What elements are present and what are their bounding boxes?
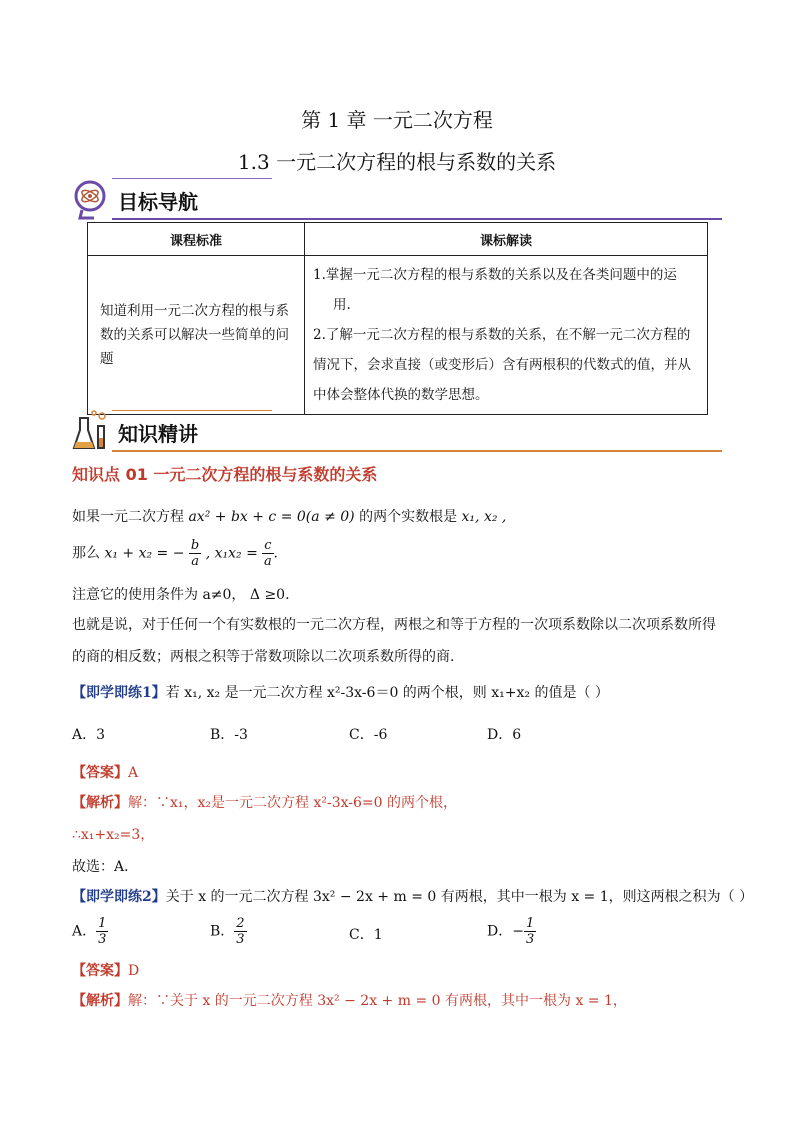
header-top-line xyxy=(112,410,272,411)
ex2-option-d xyxy=(487,916,536,947)
exercise-2-text: 关于 x 的一元二次方程 3x² − 2x + m = 0 有两根，其中一根为 x = 1，则这两根之积为（ ） xyxy=(165,889,754,905)
goal-nav-header xyxy=(72,176,722,220)
frac-den: 3 xyxy=(98,932,107,947)
frac-den: a xyxy=(191,554,199,569)
answer-tag: 【答案】 xyxy=(72,963,128,979)
p1-roots: x₁, x₂ , xyxy=(461,509,507,525)
goal-nav-rule xyxy=(112,218,722,220)
p1-text-b: 的两个实数根是 xyxy=(359,509,458,525)
interp-line-1a: 1.掌握一元二次方程的根与系数的关系以及在各类问题中的运 xyxy=(313,267,677,283)
frac-num: 2 xyxy=(236,916,245,931)
frac-1-3 xyxy=(96,916,108,947)
ex1-analysis-2: ∴x₁+x₂=3， xyxy=(72,827,155,843)
exercise-2-tag: 【即学即练2】 xyxy=(72,889,166,905)
chapter-title: 第 1 章 一元二次方程 xyxy=(301,108,493,132)
ex1-option-d: D．6 xyxy=(487,727,522,743)
knowledge-point-title: 知识点 01 一元二次方程的根与系数的关系 xyxy=(72,465,378,484)
answer-tag: 【答案】 xyxy=(72,765,128,781)
ex2-analysis xyxy=(72,990,627,1010)
ex1-option-c: C．-6 xyxy=(349,727,388,743)
atom-brain-icon xyxy=(72,176,112,220)
frac-num: 1 xyxy=(525,916,535,931)
frac-num: b xyxy=(190,538,200,553)
knowledge-header xyxy=(72,408,722,452)
section-title: 1.3 一元二次方程的根与系数的关系 xyxy=(237,150,557,174)
frac-1-3 xyxy=(524,916,536,947)
ex1-option-b: B．-3 xyxy=(210,727,248,743)
para-2: 那么 x₁ + x₂ = − $\frac{b}{a}$ , x₁x₂ = $\frac{c}{a}$ . xyxy=(72,538,278,569)
para-4a: 也就是说，对于任何一个有实数根的一元二次方程，两根之和等于方程的一次项系数除以二次项系数所得 xyxy=(72,617,716,633)
ex2-option-c: C．1 xyxy=(349,927,383,943)
ex2-option-b xyxy=(210,916,247,947)
answer-value: A xyxy=(128,765,139,781)
col-header-standard: 课程标准 xyxy=(88,223,305,256)
frac-num: c xyxy=(264,538,272,553)
analysis-tag: 【解析】 xyxy=(72,795,128,811)
exercise-1-text: 若 x₁, x₂ 是一元二次方程 x²-3x-6＝0 的两个根，则 x₁+x₂ 的值是（ ） xyxy=(165,685,609,701)
frac-c-over-a xyxy=(262,538,273,569)
header-top-line xyxy=(112,178,272,179)
answer-value: D xyxy=(128,963,140,979)
frac-den: 3 xyxy=(236,932,245,947)
analysis-tag: 【解析】 xyxy=(72,993,128,1009)
ex1-answer xyxy=(72,762,138,782)
ex1-analysis xyxy=(72,792,457,812)
lab-flask-icon xyxy=(72,408,112,452)
ex2-answer xyxy=(72,960,139,980)
frac-den: a xyxy=(264,554,272,569)
option-label: A． xyxy=(72,923,97,940)
ex1-analysis-3: 故选：A． xyxy=(72,859,139,875)
course-standard-table xyxy=(87,222,708,415)
goal-nav-title: 目标导航 xyxy=(118,190,198,214)
para-4b: 的商的相反数；两根之积等于常数项除以二次项系数所得的商. xyxy=(72,649,455,665)
interp-line-2b: 情况下，会求直接（或变形后）含有两根积的代数式的值，并从 xyxy=(313,357,691,373)
frac-b-over-a xyxy=(189,538,201,569)
p1-equation: ax² + bx + c = 0(a ≠ 0) xyxy=(188,509,355,525)
exercise-2-stem xyxy=(72,886,753,906)
ex2-option-a xyxy=(72,916,108,947)
ex1-option-a: A．3 xyxy=(72,727,106,743)
interpretation-cell xyxy=(305,256,708,415)
option-label: B． xyxy=(210,923,235,940)
frac-num: 1 xyxy=(98,916,107,931)
p2-product-formula: , x₁x₂ = xyxy=(205,545,258,562)
p2-text-a: 那么 xyxy=(72,545,100,562)
frac-2-3 xyxy=(234,916,246,947)
exercise-1-stem xyxy=(72,682,609,702)
para-3: 注意它的使用条件为 a≠0， Δ ≥0. xyxy=(72,587,290,603)
exercise-1-tag: 【即学即练1】 xyxy=(72,685,166,701)
standard-cell xyxy=(88,256,305,415)
p2-sum-formula: x₁ + x₂ = − xyxy=(104,545,185,562)
interp-line-2c: 中体会整体代换的数学思想。 xyxy=(313,387,489,403)
para-1 xyxy=(72,506,506,526)
option-label: D．− xyxy=(487,923,524,940)
standard-text: 知道利用一元二次方程的根与系数的关系可以解决一些简单的问题 xyxy=(100,303,289,367)
frac-den: 3 xyxy=(525,932,535,947)
analysis-line-1: 解：∵关于 x 的一元二次方程 3x² − 2x + m = 0 有两根，其中一根为 x = 1， xyxy=(128,993,627,1009)
interp-line-2a: 2.了解一元二次方程的根与系数的关系，在不解一元二次方程的 xyxy=(313,327,691,343)
analysis-line-1: 解：∵x₁，x₂是一元二次方程 x²-3x-6=0 的两个根， xyxy=(128,795,457,811)
interp-line-1b: 用. xyxy=(333,297,351,313)
knowledge-title: 知识精讲 xyxy=(118,422,198,446)
p1-text-a: 如果一元二次方程 xyxy=(72,509,184,525)
knowledge-rule xyxy=(112,450,722,452)
col-header-interpretation: 课标解读 xyxy=(305,223,708,256)
